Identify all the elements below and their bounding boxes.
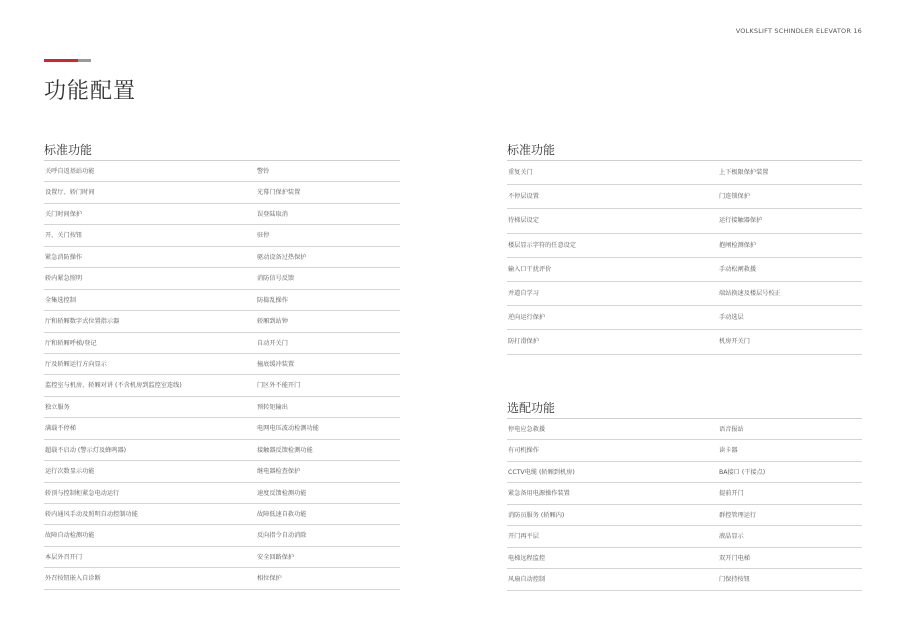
feature-cell-right: 驱动设备过热保护 <box>257 253 307 261</box>
table-row <box>507 209 862 233</box>
feature-cell-left: 风扇自动控制 <box>508 576 546 584</box>
table-row <box>507 306 862 330</box>
feature-cell-right: 警铃 <box>257 168 270 175</box>
feature-cell-right: 液晶显示 <box>719 533 744 541</box>
table-row <box>44 525 400 546</box>
feature-cell-right: 上下极限保护装置 <box>719 169 769 176</box>
feature-cell-left: 有司机操作 <box>508 447 539 455</box>
feature-cell-left: 电梯远程监控 <box>508 554 546 562</box>
feature-cell-right: 撞底缓冲装置 <box>257 360 295 368</box>
table-row <box>44 504 400 525</box>
feature-cell-right: 安全回路保护 <box>257 553 295 561</box>
standard-features-right-section <box>507 140 862 355</box>
table-row <box>507 462 862 483</box>
feature-cell-left: 本层外召开门 <box>45 553 83 561</box>
table-row <box>507 330 862 354</box>
feature-cell-left: 防打滑保护 <box>508 338 539 346</box>
feature-cell-right: 抱闸检测保护 <box>719 241 757 249</box>
feature-cell-right: 相位保护 <box>257 575 282 583</box>
feature-cell-left: 重复关门 <box>508 169 533 176</box>
table-row <box>507 161 862 185</box>
feature-cell-left: 外召按钮嵌入自诊断 <box>45 575 101 583</box>
page-title: 功能配置 <box>44 79 137 104</box>
table-row <box>507 548 862 569</box>
feature-cell-right: 机房开关门 <box>719 338 750 346</box>
feature-cell-left: 关门时间保护 <box>45 210 83 218</box>
feature-cell-left: 开、关门按钮 <box>45 232 83 240</box>
feature-cell-left: CCTV电缆 (轿厢到机房) <box>508 468 575 476</box>
optional-features-section <box>507 398 862 591</box>
table-row <box>44 311 400 332</box>
table-row <box>44 461 400 482</box>
feature-cell-left: 待梯层设定 <box>508 217 539 225</box>
feature-cell-left: 超载不启动 (警示灯及蜂鸣器) <box>45 446 127 454</box>
feature-cell-left: 开门再平层 <box>508 533 539 541</box>
accent-bar-grey <box>78 59 91 62</box>
table-row <box>507 282 862 306</box>
feature-cell-right: 读卡器 <box>719 447 738 455</box>
feature-cell-right: 预转矩输出 <box>257 403 288 411</box>
section-title: 标准功能 <box>44 140 400 161</box>
feature-cell-left: 厅和轿厢呼梯/登记 <box>45 339 97 347</box>
feature-cell-right: 电网电压波动检测功能 <box>257 425 319 433</box>
table-row <box>44 547 400 568</box>
table-row <box>44 568 400 589</box>
table-row <box>44 483 400 504</box>
table-row <box>507 505 862 526</box>
feature-cell-left: 设置厅、轿门时间 <box>45 189 95 197</box>
feature-cell-right: 语音报站 <box>719 426 744 433</box>
table-row <box>44 268 400 289</box>
table-row <box>507 569 862 590</box>
feature-cell-left: 全集选控制 <box>45 296 76 304</box>
feature-cell-left: 满载不停梯 <box>45 425 76 433</box>
feature-cell-right: 消防信号反馈 <box>257 275 295 283</box>
table-row <box>507 440 862 461</box>
table-row <box>507 526 862 547</box>
feature-cell-left: 轿顶与控制柜紧急电动运行 <box>45 489 120 497</box>
table-row <box>44 375 400 396</box>
feature-cell-left: 轿内紧急照明 <box>45 275 83 283</box>
feature-cell-left: 厅和轿厢数字式位置指示器 <box>45 318 120 326</box>
table-row <box>507 185 862 209</box>
feature-cell-left: 紧急消防操作 <box>45 253 83 261</box>
feature-cell-right: 自动开关门 <box>257 339 288 347</box>
feature-cell-left: 停电应急救援 <box>508 426 546 433</box>
table-row <box>507 234 862 258</box>
feature-cell-right: 提前开门 <box>719 490 744 498</box>
header-text: VOLKSLIFT SCHINDLER ELEVATOR 16 <box>735 27 862 35</box>
feature-cell-left: 紧急备用电源操作装置 <box>508 490 570 498</box>
table-row <box>44 397 400 418</box>
feature-cell-right: 接触器反馈检测功能 <box>257 446 313 454</box>
feature-cell-left: 消防员服务 (轿厢内) <box>508 511 565 519</box>
standard-features-left-section <box>44 140 400 590</box>
feature-cell-right: 门保持按钮 <box>719 576 750 584</box>
feature-cell-right: 门连锁保护 <box>719 193 750 201</box>
table-row <box>44 161 400 182</box>
feature-cell-right: 端站换速及楼层号校正 <box>719 289 781 297</box>
feature-cell-right: 手动选层 <box>719 314 744 322</box>
feature-cell-left: 不停层设置 <box>508 193 539 201</box>
feature-cell-left: 输入口干扰评价 <box>508 265 552 273</box>
table-row <box>507 258 862 282</box>
feature-cell-right: 运行接触器保护 <box>719 217 763 225</box>
table-row <box>507 419 862 440</box>
feature-cell-left: 故障自动检测功能 <box>45 532 95 540</box>
feature-table <box>507 419 862 591</box>
table-row <box>44 182 400 203</box>
feature-cell-left: 厅及轿厢运行方向显示 <box>45 360 107 368</box>
table-row <box>44 354 400 375</box>
feature-cell-right: 驻停 <box>257 232 270 240</box>
feature-cell-right: 继电器检查保护 <box>257 468 301 476</box>
section-title: 选配功能 <box>507 398 862 419</box>
feature-cell-left: 关呼自返基站功能 <box>45 168 95 175</box>
feature-cell-right: 误登陆取消 <box>257 210 288 218</box>
feature-cell-right: 反向指令自动消除 <box>257 532 307 540</box>
table-row <box>44 225 400 246</box>
accent-bar <box>44 59 91 62</box>
feature-cell-right: 防捣乱操作 <box>257 296 288 304</box>
table-row <box>44 290 400 311</box>
feature-cell-right: 双开门电梯 <box>719 554 750 562</box>
table-row <box>44 440 400 461</box>
feature-cell-left: 独立服务 <box>45 403 70 411</box>
feature-cell-right: 速度反馈检测功能 <box>257 489 307 497</box>
feature-cell-right: 门区外不能开门 <box>257 382 301 390</box>
feature-cell-right: 故障低速自救功能 <box>257 511 307 518</box>
feature-cell-left: 轿内通风手动及照明自动控制功能 <box>45 511 138 518</box>
table-row <box>44 247 400 268</box>
feature-cell-left: 运行次数显示功能 <box>45 468 95 476</box>
feature-cell-right: 轿厢到站钟 <box>257 318 288 326</box>
feature-cell-right: BA接口 (干接点) <box>719 468 766 476</box>
feature-table <box>507 161 862 355</box>
feature-table <box>44 161 400 590</box>
feature-cell-left: 逆向运行保护 <box>508 314 546 322</box>
section-title: 标准功能 <box>507 140 862 161</box>
feature-cell-right: 手动松闸救援 <box>719 265 757 273</box>
table-row <box>44 333 400 354</box>
feature-cell-left: 监控室与机房、轿厢对讲 (不含机房到监控室连线) <box>45 382 182 390</box>
table-row <box>44 418 400 439</box>
table-row <box>44 204 400 225</box>
feature-cell-left: 并道自学习 <box>508 289 539 297</box>
table-row <box>507 483 862 504</box>
feature-cell-right: 群控管理运行 <box>719 511 757 519</box>
accent-bar-red <box>44 59 78 62</box>
feature-cell-right: 光幕门保护装置 <box>257 189 301 197</box>
feature-cell-left: 楼层显示字符的任意设定 <box>508 241 577 249</box>
